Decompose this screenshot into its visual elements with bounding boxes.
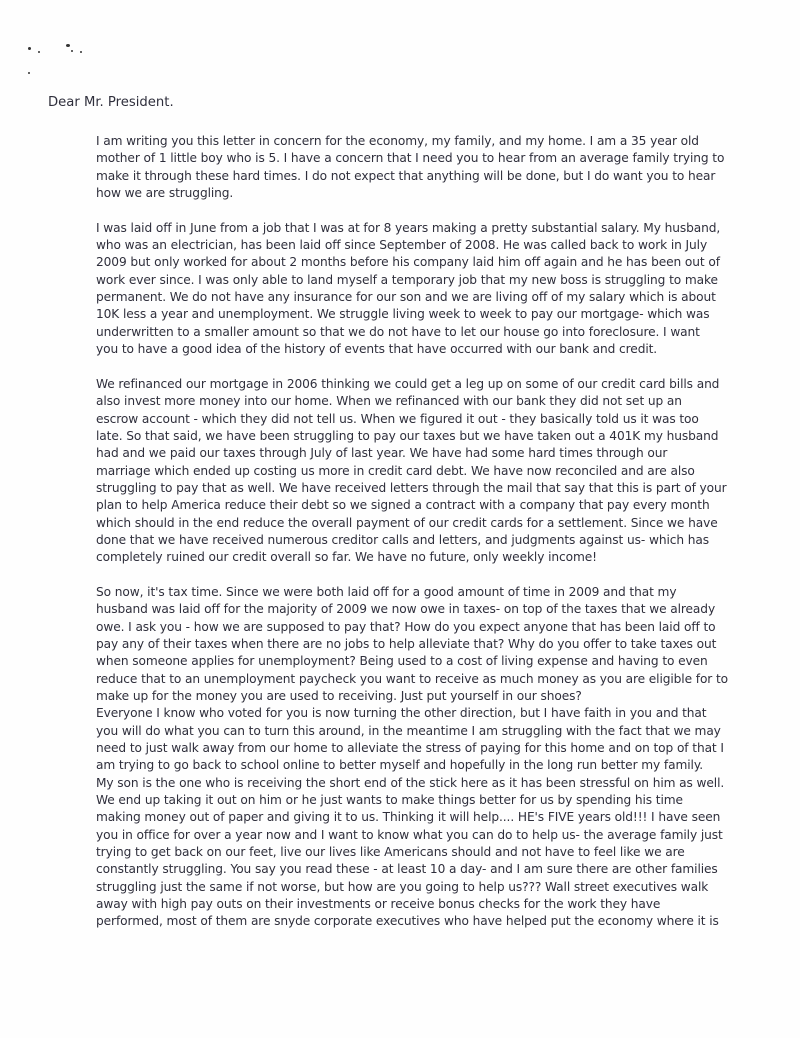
text-line: 2009 but only worked for about 2 months before his company laid him off again and he has been out of: [96, 255, 720, 270]
text-line: how we are struggling.: [96, 186, 234, 201]
text-line: done that we have received numerous creditor calls and letters, and judgments against us- which has: [96, 532, 709, 547]
text-line: My son is the one who is receiving the short end of the stick here as it has been stressful on him as well.: [96, 775, 725, 790]
paragraph-intro: [96, 133, 796, 202]
letter-body: [96, 133, 796, 931]
text-line: underwritten to a smaller amount so that we do not have to let our house go into foreclosure. I want: [96, 324, 700, 339]
text-line: mother of 1 little boy who is 5. I have a concern that I need you to hear from an average family trying to: [96, 151, 725, 166]
text-line: am trying to go back to school online to better myself and hopefully in the long run better my family.: [96, 758, 703, 773]
text-line: which should in the end reduce the overall payment of our credit cards for a settlement. Since we have: [96, 515, 718, 530]
text-line: pay any of their taxes when there are no jobs to help alleviate that? Why do you offer to take taxes out: [96, 636, 717, 651]
text-line: performed, most of them are snyde corporate executives who have helped put the economy where it is: [96, 914, 719, 929]
text-line: I am writing you this letter in concern for the economy, my family, and my home. I am a 35 year old: [96, 134, 699, 148]
text-line: completely ruined our credit overall so far. We have no future, only weekly income!: [96, 550, 597, 565]
scan-speck: [66, 44, 70, 47]
text-line: also invest more money into our home. When we refinanced with our bank they did not set up an: [96, 394, 682, 409]
text-line: you in office for over a year now and I want to know what you can do to help us- the average family just: [96, 827, 723, 842]
text-line: constantly struggling. You say you read these - at least 10 a day- and I am sure there are other families: [96, 862, 718, 877]
text-line: away with high pay outs on their investments or receive bonus checks for the work they have: [96, 897, 661, 912]
text-line: We refinanced our mortgage in 2006 thinking we could get a leg up on some of our credit card bills and: [96, 376, 720, 391]
text-line: struggling to pay that as well. We have received letters through the mail that say that this is part of your: [96, 480, 727, 495]
text-line: owe. I ask you - how we are supposed to pay that? How do you expect anyone that has been laid off to: [96, 619, 716, 634]
paragraph-taxes: [96, 584, 796, 931]
text-line: escrow account - which they did not tell us. When we figured it out - they basically told us it was too: [96, 411, 699, 426]
salutation: Dear Mr. President.: [48, 95, 174, 110]
text-line: make up for the money you are used to receiving. Just put yourself in our shoes?: [96, 689, 582, 703]
text-line: permanent. We do not have any insurance for our son and we are living off of my salary which is about: [96, 290, 716, 305]
text-line: late. So that said, we have been struggling to pay our taxes but we have taken out a 401K my husband: [96, 428, 719, 443]
text-line: marriage which ended up costing us more in credit card debt. We have now reconciled and are also: [96, 463, 695, 478]
text-line: had and we paid our taxes through July of last year. We have had some hard times through our: [96, 446, 668, 461]
text-line: who was an electrician, has been laid off since September of 2008. He was called back to work in July: [96, 238, 708, 253]
text-line: struggling just the same if not worse, but how are you going to help us??? Wall street executives walk: [96, 879, 709, 894]
scan-speck: [80, 51, 82, 53]
text-line: We end up taking it out on him or he just wants to make things better for us by spending his time: [96, 793, 683, 808]
text-line: when someone applies for unemployment? Being used to a cost of living expense and having to even: [96, 654, 708, 669]
text-line: plan to help America reduce their debt so we signed a contract with a company that pay every month: [96, 498, 710, 513]
scan-speck: [28, 72, 30, 74]
scan-speck: [38, 51, 40, 53]
text-line: husband was laid off for the majority of 2009 we now owe in taxes- on top of the taxes that we already: [96, 602, 716, 617]
text-line: trying to get back on our feet, live our lives like Americans should and not have to feel like we are: [96, 845, 685, 860]
text-line: reduce that to an unemployment paycheck you want to receive as much money as you are eligible for to: [96, 671, 729, 686]
text-line: Everyone I know who voted for you is now turning the other direction, but I have faith in you and that: [96, 706, 707, 721]
paragraph-mortgage: [96, 376, 796, 567]
scan-speck: [28, 47, 31, 50]
text-line: So now, it's tax time. Since we were both laid off for a good amount of time in 2009 and that my: [96, 584, 677, 599]
text-line: I was laid off in June from a job that I was at for 8 years making a pretty substantial salary. My husband,: [96, 220, 721, 235]
text-line: you to have a good idea of the history of events that have occurred with our bank and credit.: [96, 342, 658, 357]
text-line: make it through these hard times. I do not expect that anything will be done, but I do want you to hear: [96, 168, 716, 183]
scan-speck: [71, 50, 73, 52]
text-line: making money out of paper and giving it to us. Thinking it will help.... HE's FIVE years old!!! I have seen: [96, 810, 721, 825]
text-line: you will do what you can to turn this around, in the meantime I am struggling with the fact that we may: [96, 723, 721, 738]
text-line: need to just walk away from our home to alleviate the stress of paying for this home and on top of that I: [96, 741, 724, 756]
text-line: 10K less a year and unemployment. We struggle living week to week to pay our mortgage- which was: [96, 307, 710, 322]
paragraph-layoff: [96, 220, 796, 359]
text-line: work ever since. I was only able to land myself a temporary job that my new boss is struggling to make: [96, 272, 718, 287]
